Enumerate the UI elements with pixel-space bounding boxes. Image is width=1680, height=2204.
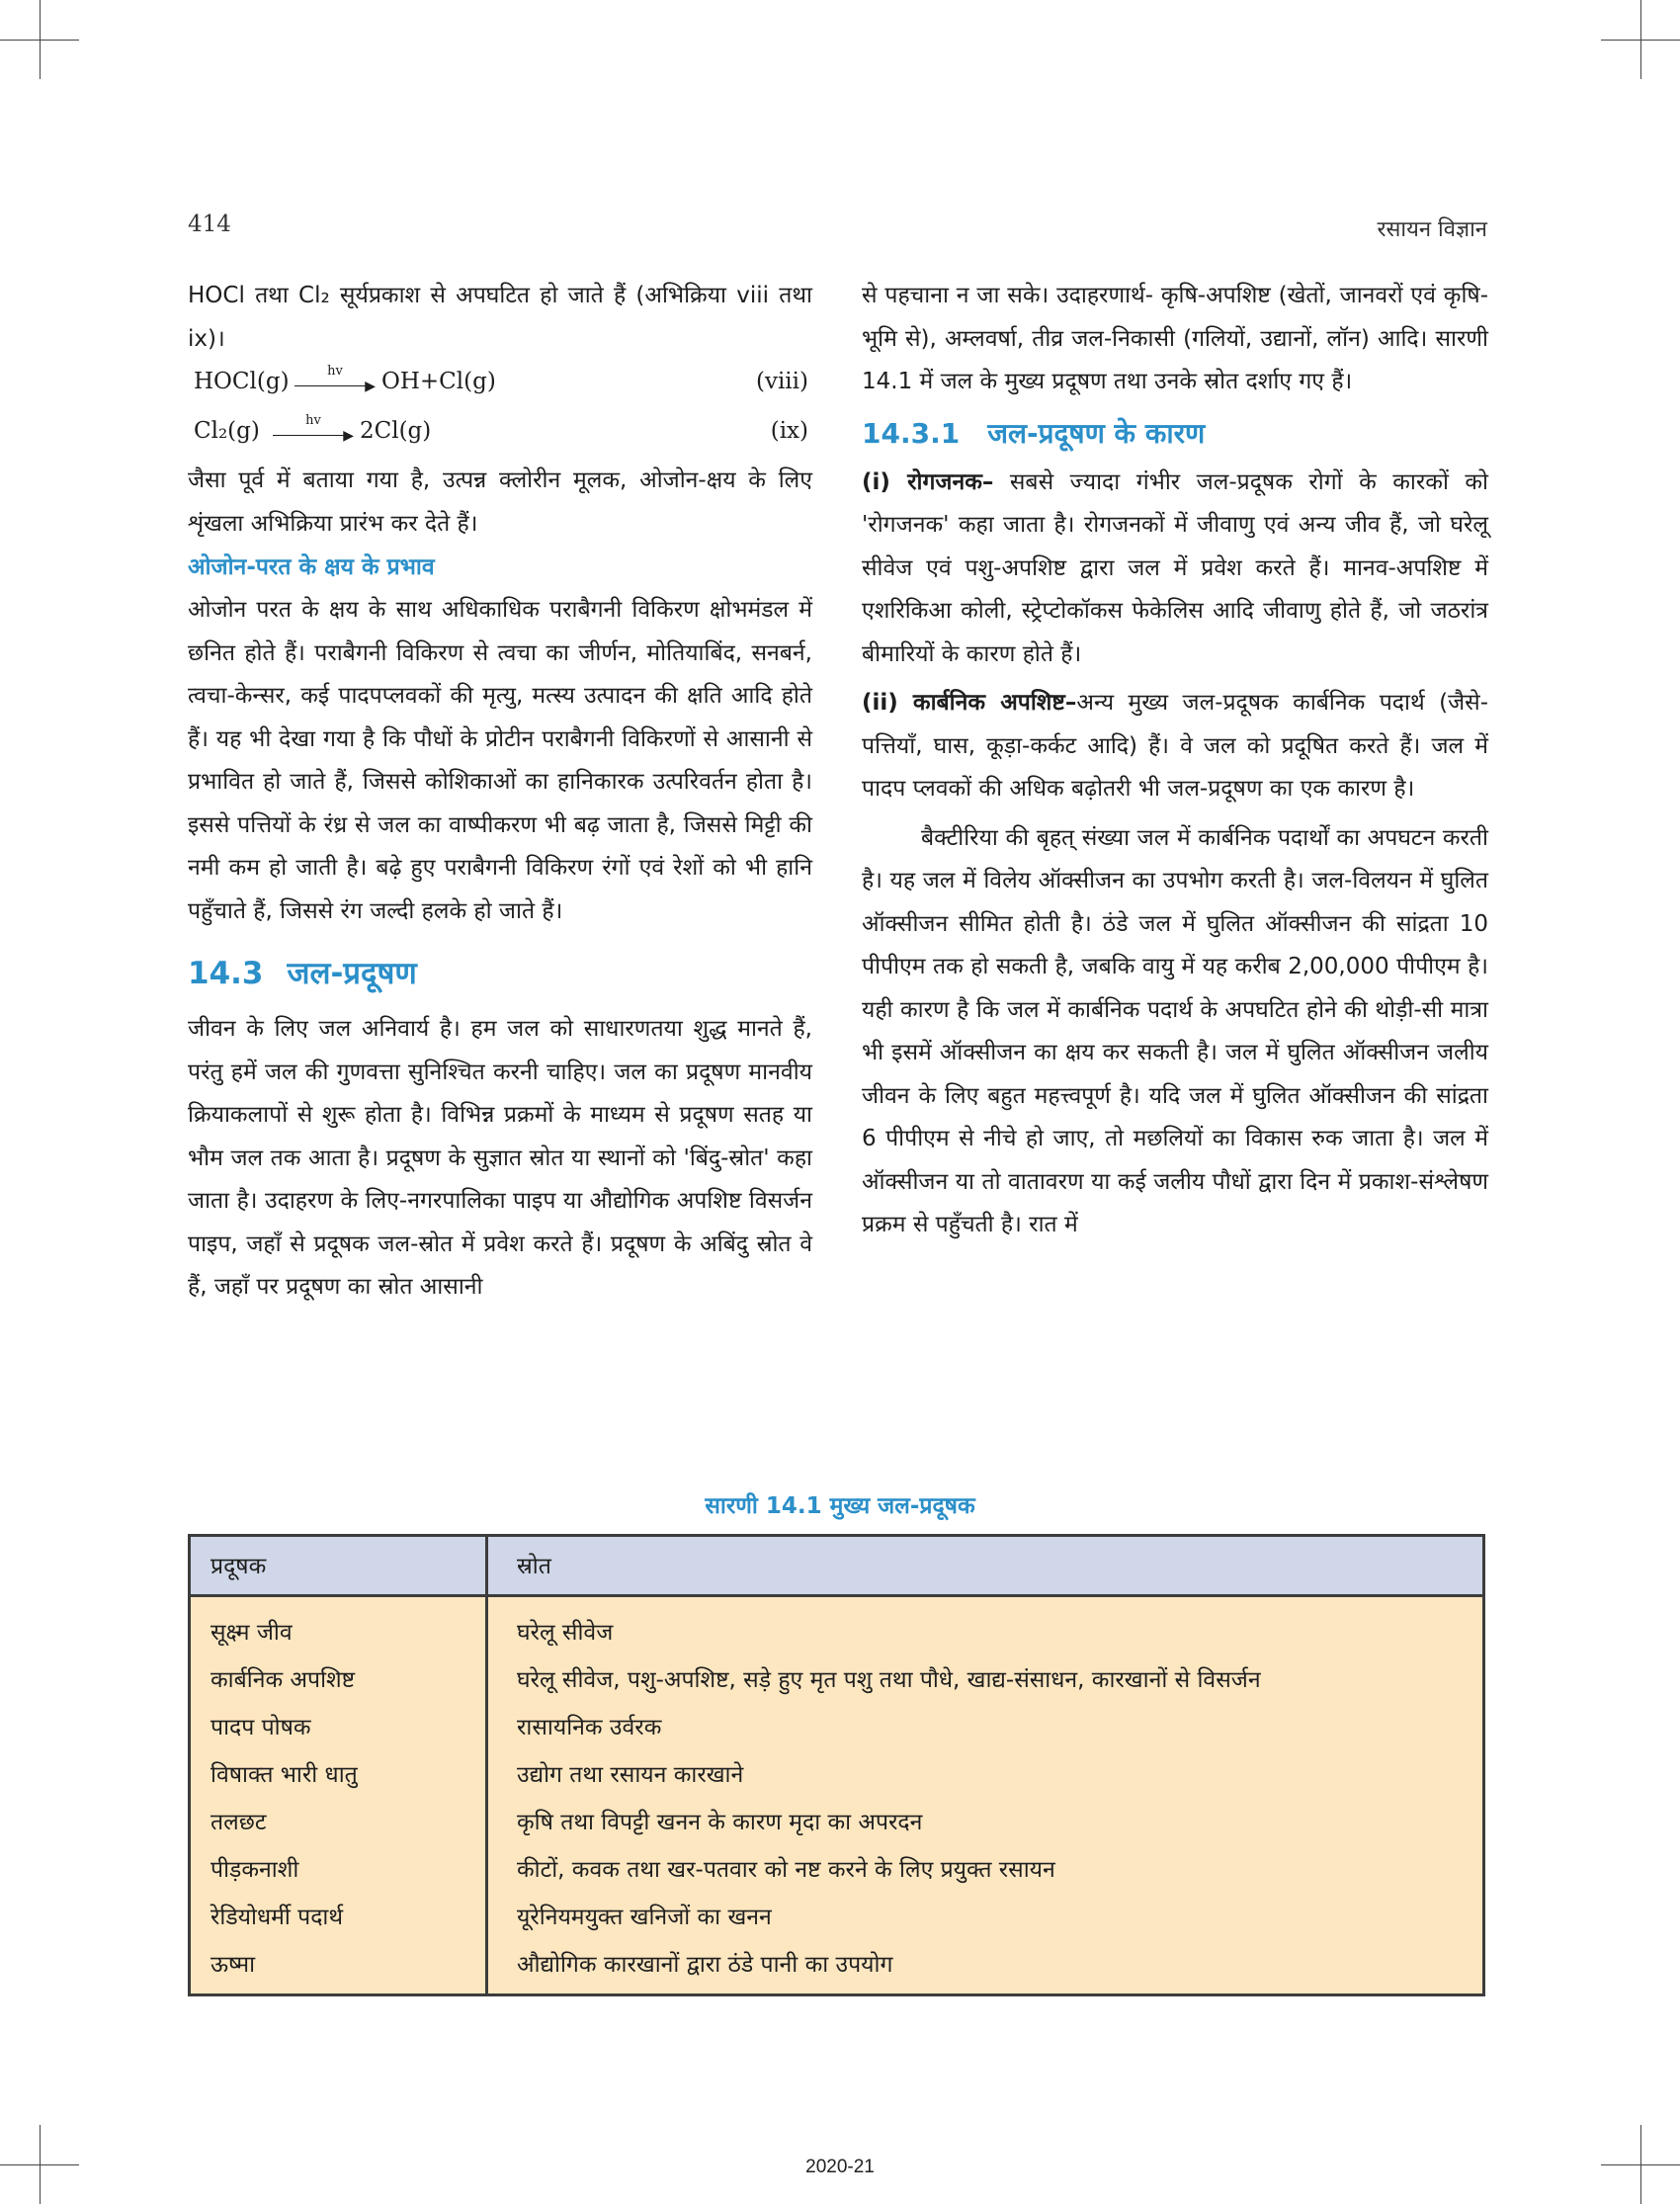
table-row	[191, 1795, 1482, 1842]
pollutant-cell: कार्बनिक अपशिष्ट	[210, 1667, 356, 1693]
table-row	[191, 1937, 1482, 1985]
paragraph: HOCl तथा Cl₂ सूर्यप्रकाश से अपघटित हो जाते हैं (अभिक्रिया viii तथा ix)।	[188, 283, 812, 352]
source-cell: उद्योग तथा रसायन कारखाने	[517, 1762, 744, 1788]
item-text: सबसे ज्यादा गंभीर जल-प्रदूषक रोगों के कारकों को 'रोगजनक' कहा जाता है। रोगजनकों में जीवाणु एवं अन्य जीव हैं, जो घरेलू सीवेज एवं पशु-अपशिष्ट द्वारा जल में प्रवेश करते हैं। मानव-अपशिष्ट में एशरिकिआ कोली, स्ट्रेप्टोकॉकस फेकेलिस आदि जीवाणु होते हैं, जो जठरांत्र बीमारियों के कारण होते हैं।	[862, 468, 1488, 667]
section-number: 14.3	[188, 956, 264, 991]
paragraph: से पहचाना न जा सके। उदाहरणार्थ- कृषि-अपशिष्ट (खेतों, जानवरों एवं कृषि-भूमि से), अम्लवर्षा, तीव्र जल-निकासी (गलियों, उद्यानों, लॉन) आदि। सारणी 14.1 में जल के मुख्य प्रदूषण तथा उनके स्रोत दर्शाए गए हैं।	[862, 283, 1488, 394]
table-row	[191, 1747, 1482, 1795]
section-title: जल-प्रदूषण	[287, 956, 417, 991]
reaction-arrow: hv ▶	[294, 364, 376, 393]
pollutant-cell: पादप पोषक	[210, 1715, 311, 1740]
equation-viii	[188, 361, 812, 410]
paragraph	[862, 462, 1488, 677]
paragraph: ओजोन परत के क्षय के साथ अधिकाधिक पराबैगनी विकिरण क्षोभमंडल में छनित होते हैं। पराबैगनी विकिरण से त्वचा का जीर्णन, मोतियाबिंद, सनबर्न, त्वचा-केन्सर, कई पादपप्लवकों की मृत्यु, मत्स्य उत्पादन की क्षति आदि होते हैं। यह भी देखा गया है कि पौधों के प्रोटीन पराबैगनी विकिरणों से आसानी से प्रभावित हो जाते हैं, जिससे कोशिकाओं का हानिकारक उत्परिवर्तन होता है। इससे पत्तियों के रंध्र से जल का वाष्पीकरण भी बढ़ जाता है, जिससे मिट्टी की नमी कम हो जाती है। बढ़े हुए पराबैगनी विकिरण रंगों एवं रेशों को भी हानि पहुँचाते हैं, जिससे रंग जल्दी हलके हो जाते हैं।	[188, 597, 812, 924]
table-caption: सारणी 14.1 मुख्य जल-प्रदूषक	[705, 1493, 975, 1519]
source-cell: घरेलू सीवेज, पशु-अपशिष्ट, सड़े हुए मृत पशु तथा पौधे, खाद्य-संसाधन, कारखानों से विसर्जन	[517, 1667, 1261, 1693]
equation-lhs: Cl₂(g)	[194, 418, 260, 444]
table-row	[191, 1700, 1482, 1747]
source-cell: औद्योगिक कारखानों द्वारा ठंडे पानी का उपयोग	[517, 1952, 893, 1978]
crop-mark	[1601, 40, 1680, 41]
pollutant-cell: पीड़कनाशी	[210, 1857, 299, 1883]
item-text: अन्य मुख्य जल-प्रदूषक कार्बनिक पदार्थ (जैसे-पत्तियाँ, घास, कूड़ा-कर्कट आदि) हैं। वे जल को प्रदूषित करते हैं। जल में पादप प्लवकों की अधिक बढ़ोतरी भी जल-प्रदूषण का एक कारण है।	[862, 690, 1488, 802]
equation-rhs: 2Cl(g)	[360, 418, 432, 444]
source-cell: घरेलू सीवेज	[517, 1620, 614, 1646]
source-cell: रासायनिक उर्वरक	[517, 1715, 662, 1740]
arrow-condition: hv	[305, 413, 321, 428]
paragraph	[862, 682, 1488, 811]
equation-number: (ix)	[770, 418, 808, 444]
item-lead: (i) रोगजनक–	[862, 468, 994, 495]
reaction-arrow: hv ▶	[273, 413, 354, 443]
column-header: प्रदूषक	[210, 1554, 267, 1579]
equation-lhs: HOCl(g)	[194, 369, 290, 394]
paragraph: जैसा पूर्व में बताया गया है, उत्पन्न क्लोरीन मूलक, ओजोन-क्षय के लिए शृंखला अभिक्रिया प्रारंभ कर देते हैं।	[188, 467, 812, 537]
table-row	[191, 1842, 1482, 1890]
source-cell: कीटों, कवक तथा खर-पतवार को नष्ट करने के लिए प्रयुक्त रसायन	[517, 1857, 1055, 1883]
footer-year: 2020-21	[805, 2157, 875, 2177]
paragraph: बैक्टीरिया की बृहत् संख्या जल में कार्बनिक पदार्थों का अपघटन करती है। यह जल में विलेय ऑक्सीजन का उपभोग करती है। जल-विलयन में घुलित ऑक्सीजन सीमित होती है। ठंडे जल में घुलित ऑक्सीजन की सांद्रता 10 पीपीएम तक हो सकती है, जबकि वायु में यह करीब 2,00,000 पीपीएम है। यही कारण है कि जल में कार्बनिक पदार्थ के अपघटित होने की थोड़ी-सी मात्रा भी इसमें ऑक्सीजन का क्षय कर सकती है। जल में घुलित ऑक्सीजन जलीय जीवन के लिए बहुत महत्त्वपूर्ण है। यदि जल में घुलित ऑक्सीजन की सांद्रता 6 पीपीएम से नीचे हो जाए, तो मछलियों का विकास रुक जाता है। जल में ऑक्सीजन या तो वातावरण या कई जलीय पौधों द्वारा दिन में प्रकाश-संश्लेषण प्रक्रम से पहुँचती है। रात में	[862, 824, 1488, 1237]
pollutant-cell: तलछट	[210, 1810, 267, 1835]
subheading: ओजोन-परत के क्षय के प्रभाव	[188, 554, 435, 580]
source-cell: यूरेनियमयुक्त खनिजों का खनन	[517, 1905, 772, 1930]
pollutant-cell: ऊष्मा	[210, 1952, 256, 1978]
crop-mark	[0, 40, 79, 41]
column-header: स्रोत	[517, 1554, 551, 1579]
equation-ix	[188, 410, 812, 460]
subsection-number: 14.3.1	[862, 416, 961, 450]
subsection-heading	[862, 410, 1488, 458]
pollutant-cell: रेडियोधर्मी पदार्थ	[210, 1905, 344, 1930]
table-row	[191, 1605, 1482, 1653]
pollutants-table	[188, 1534, 1485, 1996]
column-divider	[485, 1537, 488, 1993]
running-header-title: रसायन विज्ञान	[1377, 217, 1487, 242]
item-lead: (ii) कार्बनिक अपशिष्ट–	[862, 690, 1077, 716]
equation-number: (viii)	[755, 369, 808, 394]
arrow-condition: hv	[327, 364, 343, 379]
table-row	[191, 1890, 1482, 1937]
pollutant-cell: सूक्ष्म जीव	[210, 1620, 293, 1646]
left-column	[188, 275, 812, 1310]
section-heading	[188, 949, 812, 998]
table-body	[191, 1597, 1482, 1993]
table-header	[191, 1537, 1482, 1597]
equation-rhs: OH+Cl(g)	[381, 369, 496, 394]
right-column	[862, 275, 1488, 1247]
paragraph: जीवन के लिए जल अनिवार्य है। हम जल को साधारणतया शुद्ध मानते हैं, परंतु हमें जल की गुणवत्ता सुनिश्चित करनी चाहिए। जल का प्रदूषण मानवीय क्रियाकलापों से शुरू होता है। विभिन्न प्रक्रमों के माध्यम से प्रदूषण सतह या भौम जल तक आता है। प्रदूषण के सुज्ञात स्रोत या स्थानों को 'बिंदु-स्रोत' कहा जाता है। उदाहरण के लिए-नगरपालिका पाइप या औद्योगिक अपशिष्ट विसर्जन पाइप, जहाँ से प्रदूषक जल-स्रोत में प्रवेश करते हैं। प्रदूषण के अबिंदु स्रोत वे हैं, जहाँ पर प्रदूषण का स्रोत आसानी	[188, 1016, 812, 1300]
subsection-title: जल-प्रदूषण के कारण	[987, 416, 1206, 450]
pollutant-cell: विषाक्त भारी धातु	[210, 1762, 358, 1788]
source-cell: कृषि तथा विपट्टी खनन के कारण मृदा का अपरदन	[517, 1810, 923, 1835]
table-row	[191, 1653, 1482, 1700]
page-number: 414	[188, 212, 231, 237]
